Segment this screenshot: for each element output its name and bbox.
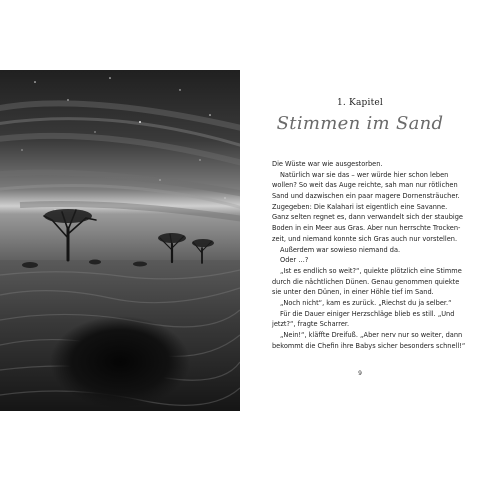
text-line: Die Wüste war wie ausgestorben. (272, 160, 383, 168)
text-line: bekommt die Chefin ihre Babys sicher besonders schnell!“ (272, 341, 466, 350)
text-line: Sand und dazwischen ein paar magere Dornensträucher. (272, 192, 460, 201)
text-line: Oder …? (280, 256, 309, 265)
chapter-number: 1. Kapitel (337, 98, 383, 108)
text-line: durch die nächtlichen Dünen. Genau genommen quiekte (272, 277, 460, 286)
text-page (240, 70, 480, 411)
text-line: „Nein!“, kläffte Dreifuß. „Aber nerv nur so weiter, dann (280, 331, 463, 339)
text-line: „Noch nicht“, kam es zurück. „Riechst du ja selber.“ (280, 298, 452, 307)
text-line: Ganz selten regnet es, dann verwandelt sich der staubige (272, 213, 463, 222)
text-line: „Ist es endlich so weit?“, quiekte plötzlich eine Stimme (280, 266, 462, 275)
book-spread (0, 70, 480, 411)
text-line: Für die Dauer einiger Herzschläge blieb es still. „Und (280, 309, 455, 318)
text-line: jetzt?“, fragte Scharrer. (272, 320, 350, 329)
page-number: 9 (358, 370, 362, 377)
night-desert-illustration (0, 70, 240, 411)
body-text (272, 159, 466, 351)
chapter-title: Stimmen im Sand (276, 113, 444, 134)
text-line: Zugegeben: Die Kalahari ist eigentlich eine Savanne. (272, 202, 448, 211)
illustration-art (0, 70, 240, 411)
text-line: Boden in ein Meer aus Gras. Aber nun herrschte Trocken- (272, 224, 461, 233)
text-line: Außerdem war sowieso niemand da. (280, 245, 401, 254)
text-line: sie unter den Dünen, in einer Höhle tief im Sand. (272, 288, 434, 297)
text-line: Natürlich war sie das – wer würde hier schon leben (280, 170, 449, 179)
text-line: zeit, und niemand konnte sich Gras auch nur vorstellen. (272, 234, 458, 243)
text-line: wollen? So weit das Auge reichte, sah man nur rötlichen (272, 181, 458, 190)
